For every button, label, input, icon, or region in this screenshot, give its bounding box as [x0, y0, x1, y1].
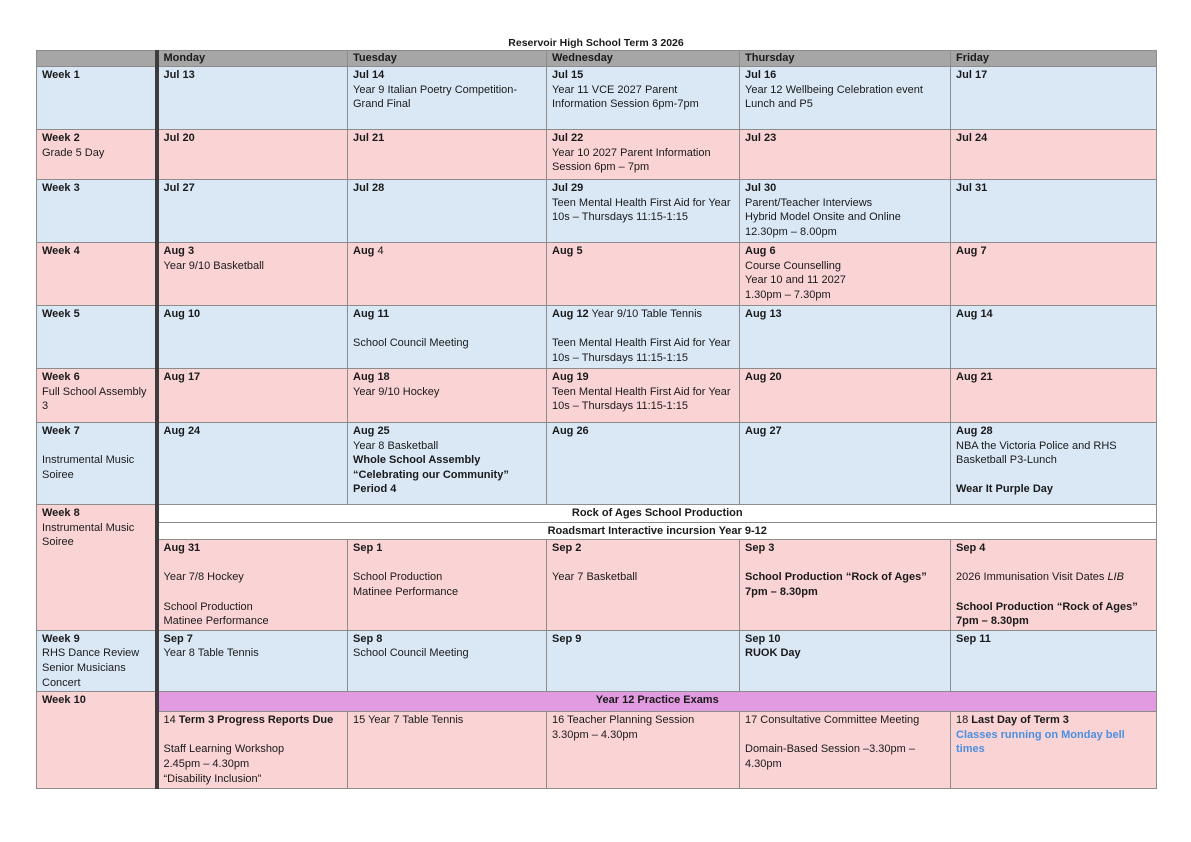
date: Aug 7 [956, 245, 987, 257]
event-text: Year 9/10 Hockey [353, 385, 440, 398]
week-10-banner-row [37, 692, 1157, 712]
event-text: Hybrid Model Onsite and Online [745, 211, 901, 224]
header-row [37, 51, 1157, 67]
week-5-thursday [740, 306, 951, 369]
week-4-tuesday [348, 243, 547, 306]
header-wednesday: Wednesday [547, 51, 740, 67]
week-7-label-cell [37, 423, 157, 505]
event-text: 2026 Immunisation Visit Dates [956, 571, 1108, 584]
week-2-label-cell [37, 130, 157, 180]
week-3-wednesday [547, 180, 740, 243]
event-text: Whole School Assembly [353, 454, 481, 467]
week-label: Week 9 [42, 632, 80, 645]
event-text: Matinee Performance [163, 615, 269, 628]
date: Jul 29 [552, 182, 584, 194]
date: Aug 28 [956, 425, 993, 437]
event-text: School Production [163, 600, 253, 613]
week-note: Instrumental Music Soiree [42, 454, 135, 481]
event-text: Year 10 2027 Parent Information Session 6pm – 7pm [552, 146, 711, 174]
event-text: Domain-Based Session –3.30pm – 4.30pm [745, 743, 915, 770]
practice-exams-banner: Year 12 Practice Exams [157, 692, 1157, 712]
event-text: “Disability Inclusion” [163, 772, 262, 785]
date: Aug 14 [956, 308, 993, 320]
date: Aug 19 [552, 371, 589, 383]
date: Sep 7 [163, 632, 193, 645]
event-text: School Production [353, 571, 443, 584]
date: Aug 17 [163, 371, 201, 383]
date: Sep 4 [956, 542, 986, 555]
week-2-row [37, 130, 1157, 180]
week-8-banner-row-2 [37, 522, 1157, 540]
week-7-thursday [740, 423, 951, 505]
date-day: 4 [374, 245, 384, 257]
week-5-label-cell [37, 306, 157, 369]
date: Aug 18 [353, 371, 390, 383]
week-5-row [37, 306, 1157, 369]
event-text: Staff Learning Workshop [163, 743, 285, 756]
event-text: 2.45pm – 4.30pm [163, 757, 250, 770]
week-3-monday [157, 180, 348, 243]
week-6-friday [951, 369, 1157, 423]
week-6-thursday [740, 369, 951, 423]
week-note: Full School Assembly 3 [42, 385, 147, 413]
date: Aug 10 [163, 308, 201, 320]
date: Jul 23 [745, 132, 777, 144]
week-6-wednesday [547, 369, 740, 423]
week-6-label-cell [37, 369, 157, 423]
week-label: Week 4 [42, 245, 80, 257]
week-label: Week 10 [42, 694, 86, 707]
date: Jul 17 [956, 69, 988, 81]
date: 18 [956, 714, 972, 727]
event-text: 16 Teacher Planning Session [552, 714, 695, 727]
event-text: Period 4 [353, 483, 397, 496]
week-8-thursday [740, 540, 951, 631]
week-7-tuesday [348, 423, 547, 505]
event-text [956, 570, 1151, 585]
event-text: LIB [1107, 571, 1124, 584]
week-label: Week 5 [42, 308, 80, 320]
week-2-thursday [740, 130, 951, 180]
event-text: Year 9/10 Basketball [163, 259, 264, 272]
week-10-tuesday [348, 712, 547, 789]
date: Aug 24 [163, 425, 201, 437]
week-5-tuesday [348, 306, 547, 369]
week-9-wednesday [547, 630, 740, 691]
event-text: Year 8 Basketball [353, 439, 439, 452]
header-thursday: Thursday [740, 51, 951, 67]
date: Jul 14 [353, 69, 385, 81]
week-9-thursday [740, 630, 951, 691]
week-10-thursday [740, 712, 951, 789]
week-7-friday [951, 423, 1157, 505]
date-line [164, 713, 343, 728]
week-note: Grade 5 Day [42, 146, 105, 159]
rock-of-ages-banner: Rock of Ages School Production [157, 505, 1157, 523]
event-text: Year 9 Italian Poetry Competition- Grand Final [353, 83, 518, 111]
date: Sep 2 [552, 542, 582, 555]
week-label: Week 2 [42, 132, 80, 144]
week-label: Week 8 [42, 507, 80, 519]
week-label: Week 7 [42, 425, 80, 437]
date: Jul 20 [163, 132, 195, 144]
page-title: Reservoir High School Term 3 2026 [508, 37, 684, 49]
date: Jul 21 [353, 132, 385, 144]
event-text: Matinee Performance [353, 585, 459, 598]
week-8-row [37, 540, 1157, 631]
week-9-tuesday [348, 630, 547, 691]
week-8-monday [157, 540, 348, 631]
date-line [956, 713, 1151, 728]
week-6-tuesday [348, 369, 547, 423]
week-4-monday [157, 243, 348, 306]
event-text: Wear It Purple Day [956, 483, 1053, 496]
week-label: Week 6 [42, 371, 80, 383]
date: Aug 20 [745, 371, 782, 383]
week-4-thursday [740, 243, 951, 306]
week-5-wednesday [547, 306, 740, 369]
week-note: Instrumental Music Soiree [42, 521, 135, 549]
event-text: 3.30pm – 4.30pm [552, 728, 638, 741]
date-month: Aug [353, 245, 375, 257]
event-text: Teen Mental Health First Aid for Year 10s – Thursdays 11:15-1:15 [552, 385, 731, 413]
event-text: School Council Meeting [353, 337, 469, 350]
event-text: School Production “Rock of Ages” [956, 600, 1138, 613]
date: Jul 28 [353, 182, 385, 194]
week-4-label-cell [37, 243, 157, 306]
date: Aug 5 [552, 245, 583, 257]
event-text: Last Day of Term 3 [971, 714, 1069, 727]
date: Jul 15 [552, 69, 584, 81]
event-text: 7pm – 8.30pm [956, 615, 1029, 628]
week-2-tuesday [348, 130, 547, 180]
event-text: Parent/Teacher Interviews [745, 196, 873, 209]
week-10-wednesday [547, 712, 740, 789]
event-text: 15 Year 7 Table Tennis [353, 714, 464, 727]
week-1-wednesday [547, 67, 740, 130]
date: Jul 13 [163, 69, 195, 81]
date: Aug 25 [353, 425, 390, 437]
week-1-row [37, 67, 1157, 130]
event-text: Term 3 Progress Reports Due [175, 714, 334, 727]
header-tuesday: Tuesday [348, 51, 547, 67]
date: Sep 11 [956, 632, 991, 645]
week-1-monday [157, 67, 348, 130]
header-monday: Monday [157, 51, 348, 67]
week-7-row [37, 423, 1157, 505]
event-text: Year 11 VCE 2027 Parent Information Session 6pm-7pm [552, 83, 699, 111]
date: Jul 30 [745, 182, 777, 194]
week-1-label-cell [37, 67, 157, 130]
date: Jul 27 [163, 182, 195, 194]
term-calendar-table [36, 50, 1157, 789]
event-text: “Celebrating our Community” [353, 468, 509, 481]
event-text: School Production “Rock of Ages” [745, 571, 927, 584]
week-6-monday [157, 369, 348, 423]
date: Aug 3 [163, 245, 195, 257]
event-text: Year 7/8 Hockey [163, 571, 244, 584]
week-9-friday [951, 630, 1157, 691]
week-10-monday [157, 712, 348, 789]
date: Jul 24 [956, 132, 988, 144]
week-1-thursday [740, 67, 951, 130]
week-10-label-cell [37, 692, 157, 789]
date: Aug 13 [745, 308, 782, 320]
week-7-wednesday [547, 423, 740, 505]
week-8-tuesday [348, 540, 547, 631]
event-text: 12.30pm – 8.00pm [745, 225, 837, 238]
date: Aug 27 [745, 425, 782, 437]
date: Aug 6 [745, 245, 776, 257]
week-4-friday [951, 243, 1157, 306]
date: Jul 31 [956, 182, 988, 194]
week-8-banner-row-1 [37, 505, 1157, 523]
event-text: NBA the Victoria Police and RHS Basketball P3-Lunch [956, 439, 1117, 467]
week-5-monday [157, 306, 348, 369]
date: Aug 31 [163, 542, 201, 555]
week-2-wednesday [547, 130, 740, 180]
header-week [37, 51, 157, 67]
event-text: Year 10 and 11 2027 [745, 274, 846, 287]
week-3-tuesday [348, 180, 547, 243]
event-text: 1.30pm – 7.30pm [745, 288, 831, 301]
week-7-monday [157, 423, 348, 505]
date: Aug 11 [353, 308, 390, 320]
week-10-row [37, 712, 1157, 789]
event-text: 7pm – 8.30pm [745, 585, 818, 598]
date: Sep 3 [745, 542, 775, 555]
date: Sep 9 [552, 632, 582, 645]
event-text: Course Counselling [745, 259, 841, 272]
date: Aug 26 [552, 425, 589, 437]
week-6-row [37, 369, 1157, 423]
event-note: Classes running on Monday bell times [956, 728, 1125, 756]
week-2-monday [157, 130, 348, 180]
date [353, 244, 541, 259]
week-4-row [37, 243, 1157, 306]
date: Sep 10 [745, 632, 781, 645]
week-3-row [37, 180, 1157, 243]
week-1-friday [951, 67, 1157, 130]
date: Jul 22 [552, 132, 584, 144]
event-text: Year 8 Table Tennis [163, 647, 259, 660]
roadsmart-banner: Roadsmart Interactive incursion Year 9-12 [157, 522, 1157, 540]
event-text: Year 9/10 Table Tennis [588, 308, 703, 320]
week-9-label-cell [37, 630, 157, 691]
week-9-monday [157, 630, 348, 691]
date: Sep 8 [353, 632, 383, 645]
week-10-friday [951, 712, 1157, 789]
week-label: Week 3 [42, 182, 80, 194]
event-text: 17 Consultative Committee Meeting [745, 714, 920, 727]
week-3-friday [951, 180, 1157, 243]
date: Aug 12 [552, 308, 589, 320]
week-label: Week 1 [42, 69, 80, 81]
event-text: Year 7 Basketball [552, 571, 638, 584]
header-friday: Friday [951, 51, 1157, 67]
date: 14 [163, 714, 176, 727]
week-8-friday [951, 540, 1157, 631]
event-text: RUOK Day [745, 647, 801, 660]
date: Aug 21 [956, 371, 993, 383]
event-text: Year 12 Wellbeing Celebration event Lunch and P5 [745, 83, 923, 111]
week-3-thursday [740, 180, 951, 243]
week-note: RHS Dance Review Senior Musicians Concert [42, 647, 140, 689]
event-text: Teen Mental Health First Aid for Year 10s – Thursdays 11:15-1:15 [552, 196, 731, 224]
week-3-label-cell [37, 180, 157, 243]
week-1-tuesday [348, 67, 547, 130]
week-4-wednesday [547, 243, 740, 306]
week-8-label-cell [37, 505, 157, 631]
week-5-friday [951, 306, 1157, 369]
date: Jul 16 [745, 69, 777, 81]
week-9-row [37, 630, 1157, 691]
week-8-wednesday [547, 540, 740, 631]
week-2-friday [951, 130, 1157, 180]
date-line [552, 307, 734, 322]
event-text: School Council Meeting [353, 647, 469, 660]
event-text: Teen Mental Health First Aid for Year 10s – Thursdays 11:15-1:15 [552, 337, 731, 364]
date: Sep 1 [353, 542, 383, 555]
